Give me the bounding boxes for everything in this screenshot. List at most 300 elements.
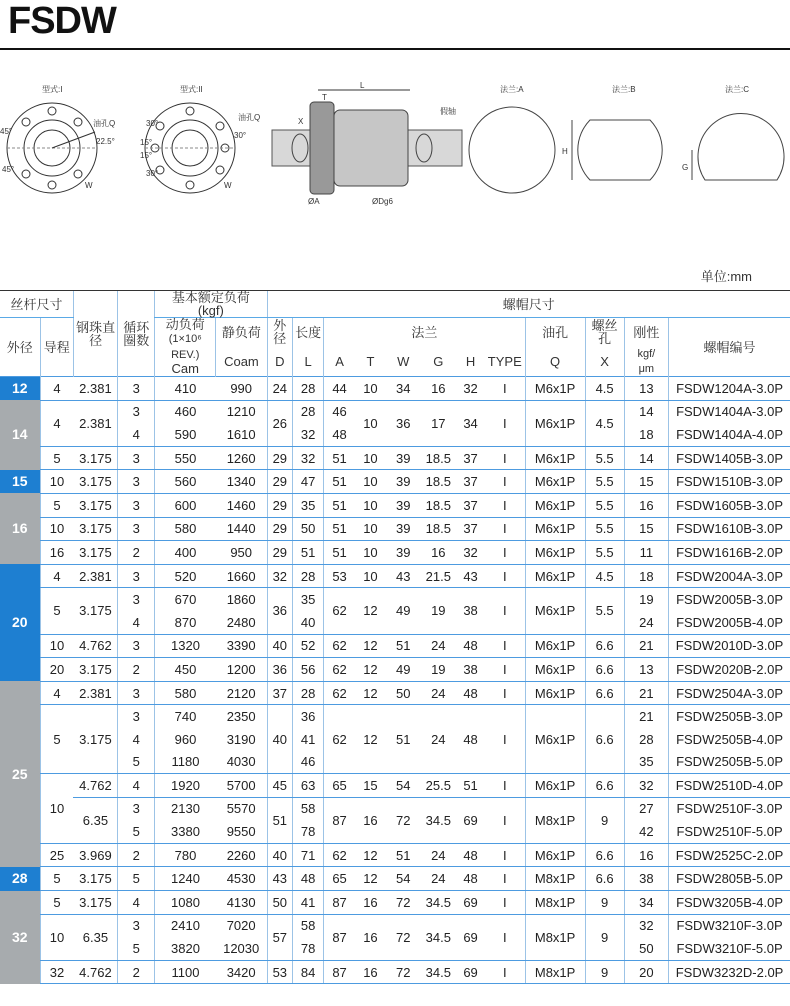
cell-cam: 590 [155,423,216,446]
cell-ball-dia: 3.969 [73,843,118,867]
cell-L: 35 [293,588,324,611]
cell-H: 43 [456,564,485,588]
hdr-ball-dia: 钢珠直径 [73,291,118,377]
cell-cam: 2130 [155,797,216,820]
cell-D: 24 [267,377,293,401]
cell-type: I [485,774,525,798]
hdr-od: 外径 [6,339,33,355]
cell-coam: 1440 [216,517,267,541]
cell-A: 87 [324,914,355,960]
cell-type: I [485,470,525,494]
cell-thread-hole: 9 [585,914,624,960]
cell-A: 62 [324,634,355,658]
cell-nut-model: FSDW1510B-3.0P [669,470,790,494]
cell-circuits: 3 [118,914,155,937]
cell-T: 10 [355,541,386,565]
cell-cam: 600 [155,493,216,517]
cell-G: 25.5 [421,774,457,798]
cell-rigidity: 15 [624,517,669,541]
table-row [0,564,790,588]
hdr-screw-size: 丝杆尺寸 [0,291,73,318]
cell-oil-hole: M6x1P [525,564,585,588]
cell-rigidity: 28 [624,728,669,751]
angle-label: 22.5° [96,137,115,146]
flange-type-2-drawing [140,84,260,193]
cell-coam: 1210 [226,404,256,420]
cell-L: 46 [293,751,324,774]
cell-nut-model: FSDW2505B-3.0P [669,705,790,728]
table-row [0,797,790,820]
cell-W: 72 [386,797,420,843]
cell-cam: 3380 [155,820,216,843]
cell-circuits: 2 [118,541,155,565]
cell-L: 28 [293,681,324,705]
cell-outer-dia: 25 [0,681,40,867]
cell-ball-dia: 3.175 [73,446,118,470]
cell-L: 56 [293,658,324,682]
oil-hole-label: 油孔Q [93,119,116,128]
cell-G: 24 [421,705,457,774]
cell-A: 65 [324,774,355,798]
cell-circuits: 3 [118,588,155,611]
cell-D: 40 [267,843,293,867]
cell-H: 69 [456,960,485,984]
cell-W: 39 [386,493,420,517]
cell-W: 39 [386,446,420,470]
cell-D: 29 [267,517,293,541]
cell-T: 16 [355,960,386,984]
cell-cam: 450 [155,658,216,682]
cell-A: 51 [324,493,355,517]
cell-nut-model: FSDW3205B-4.0P [669,891,790,915]
cell-L: 63 [293,774,324,798]
cell-L: 84 [293,960,324,984]
cell-circuits: 3 [118,400,155,423]
cell-cam: 1320 [155,634,216,658]
cell-oil-hole: M6x1P [525,517,585,541]
cell-G: 24 [421,843,457,867]
title-rule [0,48,790,50]
cell-A: 87 [324,891,355,915]
cell-A: 62 [324,588,355,634]
hdr-D: D [267,346,293,377]
cell-ball-dia: 4.762 [73,960,118,984]
hdr-nut-size: 螺帽尺寸 [267,291,790,318]
cell-G: 34.5 [421,797,457,843]
cell-lead: 5 [40,493,73,517]
table-row [0,681,790,705]
cell-thread-hole: 4.5 [585,377,624,401]
cell-lead: 4 [40,400,73,446]
cell-nut-model: FSDW2505B-5.0P [669,751,790,774]
cell-oil-hole: M8x1P [525,891,585,915]
cell-H: 34 [456,400,485,446]
cell-W: 49 [386,658,420,682]
cell-H: 38 [456,658,485,682]
cell-G: 16 [421,377,457,401]
cell-G: 19 [421,588,457,634]
cell-W: 72 [386,960,420,984]
cell-ball-dia: 2.381 [73,681,118,705]
cell-thread-hole: 5.5 [585,446,624,470]
cell-D: 32 [267,564,293,588]
cell-lead: 5 [40,446,73,470]
cell-type: I [485,797,525,843]
cell-circuits: 3 [118,634,155,658]
cell-type: I [485,588,525,634]
cell-oil-hole: M8x1P [525,960,585,984]
cell-ball-dia: 2.381 [73,564,118,588]
cell-rigidity: 21 [624,705,669,728]
cell-coam: 9550 [216,820,267,843]
cell-G: 34.5 [421,891,457,915]
cell-G: 16 [421,541,457,565]
cell-T: 16 [355,914,386,960]
hdr-A: A [324,346,355,377]
cell-thread-hole: 6.6 [585,658,624,682]
cell-L: 32 [293,423,324,446]
cell-circuits: 3 [118,377,155,401]
cell-circuits: 2 [118,658,155,682]
cell-L: 52 [293,634,324,658]
cell-type: I [485,891,525,915]
cell-oil-hole: M6x1P [525,658,585,682]
x-label: X [298,117,304,126]
cell-cam: 460 [155,400,216,423]
cell-coam: 3190 [226,731,256,747]
hdr-G: G [433,353,444,369]
table-row [0,541,790,565]
cell-H: 48 [456,843,485,867]
cell-L: 47 [293,470,324,494]
cell-coam: 5570 [226,801,256,817]
cell-ball-dia: 3.175 [73,588,118,634]
cell-ball-dia: 3.175 [73,541,118,565]
cell-thread-hole: 9 [585,960,624,984]
cell-H: 69 [456,891,485,915]
hdr-lead: 导程 [40,318,73,377]
cell-H: 32 [456,541,485,565]
cell-A: 48 [324,423,355,446]
cell-outer-dia: 12 [0,377,40,401]
cell-cam: 550 [155,446,216,470]
cell-thread-hole: 5.5 [585,541,624,565]
cell-ball-dia: 3.175 [73,517,118,541]
cell-D: 29 [267,493,293,517]
table-row [0,774,790,798]
cell-L: 28 [293,377,324,401]
cell-cam: 580 [155,681,216,705]
g-label: G [682,163,689,172]
cell-A: 51 [324,541,355,565]
cell-cam: 1180 [155,751,216,774]
cell-type: I [485,400,525,446]
cell-W: 51 [386,634,420,658]
table-row [0,470,790,494]
angle-label: 30° [234,131,247,140]
hdr-load-rating: 基本额定负荷 (kgf) [155,291,267,318]
table-row [0,843,790,867]
cell-L: 40 [293,611,324,634]
cell-coam: 1340 [216,470,267,494]
cell-coam: 2350 [226,709,256,725]
cell-type: I [485,867,525,891]
cell-W: 43 [386,564,420,588]
cell-thread-hole: 5.5 [585,493,624,517]
cell-rigidity: 27 [624,797,669,820]
cell-L: 35 [293,493,324,517]
cell-H: 69 [456,797,485,843]
cell-nut-model: FSDW2510D-4.0P [669,774,790,798]
cell-D: 57 [267,914,293,960]
cell-circuits: 4 [118,774,155,798]
cell-H: 51 [456,774,485,798]
cell-type: I [485,541,525,565]
cell-rigidity: 16 [624,843,669,867]
cell-G: 18.5 [421,470,457,494]
cell-H: 37 [456,446,485,470]
cell-outer-dia: 32 [0,891,40,984]
cell-coam: 1460 [216,493,267,517]
cell-nut-model: FSDW2005B-4.0P [669,611,790,634]
cell-lead: 4 [40,377,73,401]
hdr-Q: Q [525,346,585,377]
cell-nut-model: FSDW2020B-2.0P [669,658,790,682]
hdr-static-load: 静负荷 [216,318,267,347]
phi-a-label: ØA [308,197,320,206]
cell-rigidity: 14 [624,400,669,423]
cell-D: 40 [267,634,293,658]
oil-hole-label: 油孔Q [238,113,261,122]
cell-W: 51 [386,843,420,867]
cell-nut-model: FSDW1405B-3.0P [669,446,790,470]
cell-H: 37 [456,493,485,517]
cell-L: 71 [293,843,324,867]
flange-b-caption: 法兰:B [612,85,636,94]
cell-W: 39 [386,470,420,494]
cell-D: 45 [267,774,293,798]
technical-drawings [0,80,790,220]
table-header [0,291,790,377]
cell-circuits: 5 [118,867,155,891]
cell-ball-dia: 3.175 [73,705,118,774]
cell-D: 51 [267,797,293,843]
cell-circuits: 3 [118,797,155,820]
cell-D: 29 [267,446,293,470]
cell-W: 72 [386,914,420,960]
cell-L: 32 [293,446,324,470]
hdr-W: W [397,353,410,369]
cell-ball-dia: 3.175 [73,493,118,517]
cell-coam: 3390 [216,634,267,658]
table-body [0,377,790,984]
cell-rigidity: 50 [624,937,669,960]
cell-coam: 1610 [216,423,267,446]
cell-coam: 7020 [226,918,256,934]
cell-H: 38 [456,588,485,634]
cell-nut-model: FSDW2505B-4.0P [669,728,790,751]
cell-outer-dia: 15 [0,470,40,494]
cell-lead: 4 [40,564,73,588]
cell-type: I [485,377,525,401]
cell-nut-model: FSDW2010D-3.0P [669,634,790,658]
hdr-coam: Coam [216,346,267,377]
cell-rigidity: 13 [624,658,669,682]
w-label: W [224,181,232,190]
cell-outer-dia: 20 [0,564,40,681]
cell-cam: 580 [155,517,216,541]
table-row [0,377,790,401]
cell-L: 36 [293,705,324,728]
cell-oil-hole: M8x1P [525,797,585,843]
cell-cam: 870 [155,611,216,634]
cell-W: 49 [386,588,420,634]
type1-caption: 型式:I [42,85,63,94]
hdr-L: L [293,346,324,377]
cell-rigidity: 35 [624,751,669,774]
cell-lead: 32 [40,960,73,984]
cell-type: I [485,634,525,658]
cell-T: 12 [355,867,386,891]
angle-label: 45° [0,127,13,136]
cell-A: 53 [324,564,355,588]
cell-H: 48 [456,705,485,774]
cell-oil-hole: M6x1P [525,705,585,774]
cell-thread-hole: 5.5 [585,517,624,541]
cell-nut-model: FSDW1204A-3.0P [669,377,790,401]
cell-circuits: 3 [118,705,155,728]
cell-circuits: 5 [118,751,155,774]
cell-D: 26 [267,400,293,446]
table-row [0,705,790,728]
cell-rigidity: 19 [624,588,669,611]
cell-coam: 950 [216,541,267,565]
cell-ball-dia: 3.175 [73,867,118,891]
cell-A: 87 [324,960,355,984]
cell-coam: 4130 [216,891,267,915]
cell-A: 44 [324,377,355,401]
cell-oil-hole: M6x1P [525,774,585,798]
cell-A: 51 [324,517,355,541]
cell-A: 46 [324,400,355,423]
cell-G: 24 [421,867,457,891]
cell-L: 78 [293,820,324,843]
table-row [0,891,790,915]
cell-lead: 5 [40,705,73,774]
cell-thread-hole: 5.5 [585,470,624,494]
flange-a-caption: 法兰:A [500,85,524,94]
cell-circuits: 3 [118,493,155,517]
cell-rigidity: 42 [624,820,669,843]
cell-oil-hole: M6x1P [525,470,585,494]
cell-oil-hole: M6x1P [525,377,585,401]
cell-coam: 990 [216,377,267,401]
cell-rigidity: 18 [624,564,669,588]
cell-nut-model: FSDW3210F-3.0P [669,914,790,937]
angle-label: 15° [140,138,153,147]
cell-circuits: 2 [118,960,155,984]
cell-lead: 5 [40,867,73,891]
cell-coam: 12030 [216,937,267,960]
cell-H: 48 [456,681,485,705]
cell-L: 28 [293,564,324,588]
cell-thread-hole: 9 [585,891,624,915]
cell-G: 19 [421,658,457,682]
flange-thickness-label: T [322,93,327,102]
cell-lead: 10 [40,517,73,541]
cell-coam: 1200 [216,658,267,682]
hdr-H: H [465,353,476,369]
cell-D: 40 [267,705,293,774]
cell-G: 24 [421,681,457,705]
cell-cam: 410 [155,377,216,401]
cell-thread-hole: 6.6 [585,634,624,658]
hdr-flange: 法兰 [324,318,525,347]
flange-b-drawing [562,84,662,180]
cell-thread-hole: 4.5 [585,400,624,446]
cell-T: 12 [355,634,386,658]
cell-H: 37 [456,517,485,541]
cell-rigidity: 20 [624,960,669,984]
hdr-X: X [585,346,624,377]
cell-L: 58 [293,797,324,820]
cell-coam: 2120 [216,681,267,705]
cell-W: 72 [386,891,420,915]
cell-D: 29 [267,541,293,565]
cell-lead: 4 [40,681,73,705]
cell-lead: 25 [40,843,73,867]
cell-H: 48 [456,867,485,891]
unit-label: 单位:mm [700,269,752,284]
cell-nut-model: FSDW2510F-5.0P [669,820,790,843]
cell-G: 18.5 [421,493,457,517]
cell-oil-hole: M6x1P [525,446,585,470]
cell-cam: 740 [155,705,216,728]
cell-circuits: 4 [118,423,155,446]
cell-cam: 960 [155,728,216,751]
cell-A: 62 [324,843,355,867]
cell-rigidity: 34 [624,891,669,915]
cell-lead: 5 [40,588,73,634]
cell-L: 41 [293,891,324,915]
cell-type: I [485,681,525,705]
cell-lead: 10 [40,774,73,844]
cell-circuits: 3 [118,517,155,541]
cell-nut-model: FSDW1610B-3.0P [669,517,790,541]
cell-G: 17 [421,400,457,446]
cell-rigidity: 14 [624,446,669,470]
cell-H: 69 [456,914,485,960]
cell-T: 10 [355,400,386,446]
cell-L: 58 [293,914,324,937]
cell-rigidity: 38 [624,867,669,891]
cell-circuits: 3 [118,470,155,494]
angle-label: 30° [146,119,159,128]
cell-circuits: 3 [118,446,155,470]
cell-T: 12 [355,658,386,682]
table-row [0,517,790,541]
cell-A: 65 [324,867,355,891]
cell-W: 51 [386,705,420,774]
cell-thread-hole: 4.5 [585,564,624,588]
cell-rigidity: 15 [624,470,669,494]
cell-ball-dia: 4.762 [73,774,118,798]
cell-oil-hole: M6x1P [525,400,585,446]
cell-lead: 10 [40,914,73,960]
cell-G: 18.5 [421,517,457,541]
table-row [0,400,790,423]
cell-T: 10 [355,377,386,401]
